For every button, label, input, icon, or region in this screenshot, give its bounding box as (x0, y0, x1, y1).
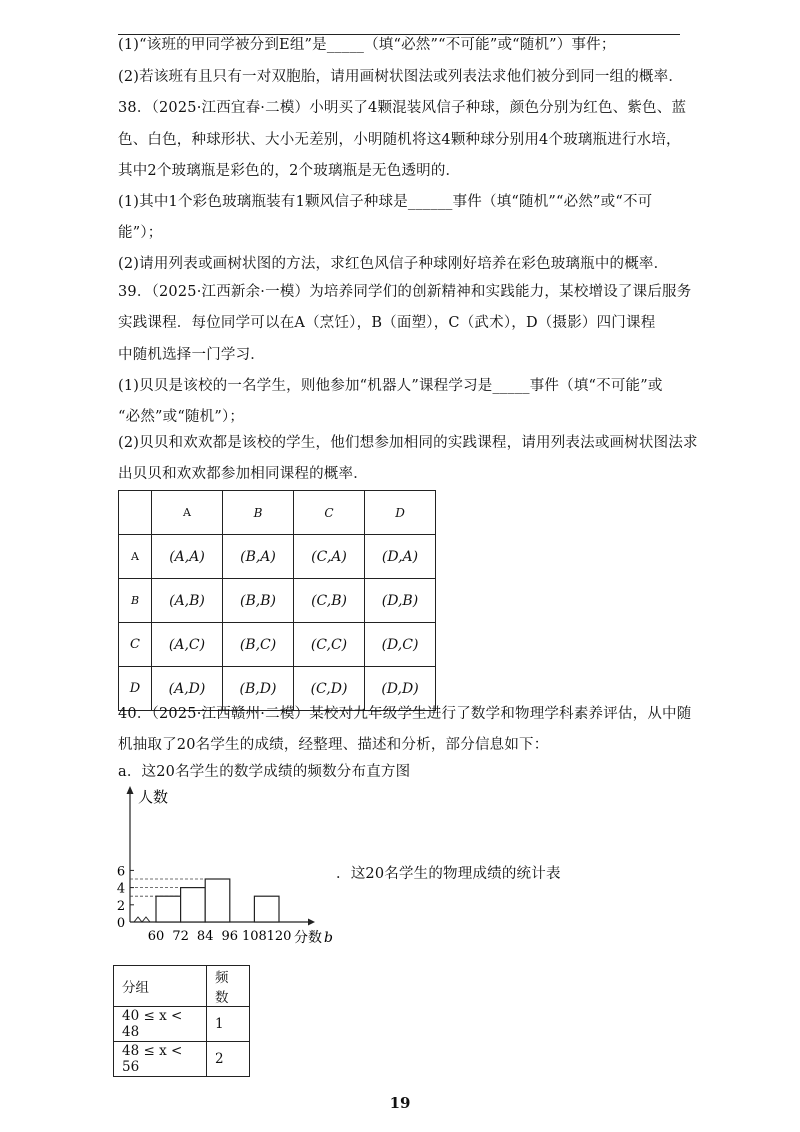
x-axis-label: 分数 (294, 930, 322, 946)
text-line: (2)贝贝和欢欢都是该校的学生，他们想参加相同的实践课程，请用列表法或画树状图法求 (118, 435, 698, 451)
text-line: 39．（2025·江西新余·一模）为培养同学们的创新精神和实践能力，某校增设了课后服务 (118, 284, 692, 300)
table-cell: 48 ≤ x < 56 (114, 1042, 207, 1077)
table-cell: (C,C) (294, 623, 365, 667)
table-row-label: B (119, 579, 152, 623)
table-cell: 2 (207, 1042, 250, 1077)
text-line: 能”）； (118, 225, 163, 241)
histogram-bar (205, 879, 230, 922)
table-header-cell: C (294, 491, 365, 535)
table-header-cell: 频数 (207, 966, 250, 1007)
text-line: 机抽取了20名学生的成绩，经整理、描述和分析，部分信息如下： (118, 737, 549, 753)
x-tick-label: 120 (266, 929, 292, 944)
x-tick-label: 60 (147, 929, 165, 944)
text-line: 40．（2025·江西赣州·二模）某校对九年级学生进行了数学和物理学科素养评估，从中随 (118, 706, 692, 722)
stat-table-caption: ．这20名学生的物理成绩的统计表 (336, 866, 561, 882)
text-line: (1)“该班的甲同学被分到E组”是_____（填“必然”“不可能”或“随机”）事件； (118, 37, 616, 53)
y-tick-label: 6 (116, 864, 126, 880)
table-row (119, 579, 436, 623)
table-header-cell: B (223, 491, 294, 535)
table-cell: (B,D) (223, 667, 294, 711)
table-cell: (D,A) (365, 535, 436, 579)
text-line: “必然”或“随机”）； (118, 409, 245, 425)
table-cell: (D,D) (365, 667, 436, 711)
histogram-bar (181, 888, 206, 922)
text-line: (2)若该班有且只有一对双胞胎，请用画树状图法或列表法求他们被分到同一组的概率． (118, 69, 684, 85)
y-axis-arrow (127, 786, 134, 794)
table-row (119, 535, 436, 579)
x-tick-label: 84 (196, 929, 214, 944)
table-cell: (A,C) (152, 623, 223, 667)
text-line: 出贝贝和欢欢都参加相同课程的概率． (118, 466, 368, 482)
x-axis-label-suffix: b (324, 930, 333, 946)
histogram-chart (108, 782, 348, 952)
table-row-label: A (119, 535, 152, 579)
table-header-row (114, 966, 250, 1007)
text-line: (2)请用列表或画树状图的方法，求红色风信子种球刚好培养在彩色玻璃瓶中的概率． (118, 256, 669, 272)
table-header-cell: 分组 (114, 966, 207, 1007)
table-cell: (C,A) (294, 535, 365, 579)
table-header-cell: D (365, 491, 436, 535)
x-tick-label: 96 (221, 929, 239, 944)
y-axis-label: 人数 (138, 788, 169, 806)
table-row (114, 1042, 250, 1077)
table-row (119, 623, 436, 667)
text-line: 38．（2025·江西宜春·二模）小明买了4颗混装风信子种球，颜色分别为红色、紫色、蓝 (118, 100, 687, 116)
table-header-cell: A (152, 491, 223, 535)
histogram-bar (254, 896, 279, 922)
table-header-row (119, 491, 436, 535)
table-cell: (C,B) (294, 579, 365, 623)
axis-break (134, 917, 150, 922)
table-row-label: D (119, 667, 152, 711)
text-line: 实践课程．每位同学可以在A（烹饪），B（面塑），C（武术），D（摄影）四门课程 (118, 315, 656, 331)
text-line: 色、白色，种球形状、大小无差别，小明随机将这4颗种球分别用4个玻璃瓶进行水培， (118, 132, 681, 148)
histogram-bar (156, 896, 181, 922)
table-cell: (C,D) (294, 667, 365, 711)
table-cell: (A,D) (152, 667, 223, 711)
table-row (114, 1007, 250, 1042)
page-number: 19 (389, 1094, 411, 1112)
x-tick-label: 108 (241, 929, 267, 944)
x-axis-arrow (308, 919, 315, 926)
text-line: 其中2个玻璃瓶是彩色的，2个玻璃瓶是无色透明的． (118, 163, 461, 179)
text-line: (1)贝贝是该校的一名学生，则他参加“机器人”课程学习是_____事件（填“不可能”或 (118, 378, 663, 394)
table-cell: 40 ≤ x < 48 (114, 1007, 207, 1042)
table-cell: (A,A) (152, 535, 223, 579)
y-tick-label: 4 (116, 881, 126, 897)
table-cell: (B,C) (223, 623, 294, 667)
physics-stat-table (113, 965, 250, 1077)
table-row-label: C (119, 623, 152, 667)
text-line: a．这20名学生的数学成绩的频数分布直方图 (118, 764, 411, 780)
table-cell: (D,C) (365, 623, 436, 667)
x-tick-label: 72 (172, 929, 189, 944)
y-tick-label: 0 (116, 916, 126, 931)
table-cell: (B,A) (223, 535, 294, 579)
table-cell (119, 491, 152, 535)
table-cell: 1 (207, 1007, 250, 1042)
y-tick-label: 2 (116, 898, 126, 914)
table-cell: (B,B) (223, 579, 294, 623)
table-cell: (D,B) (365, 579, 436, 623)
pair-table (118, 490, 436, 711)
text-line: (1)其中1个彩色玻璃瓶装有1颗风信子种球是______事件（填“随机”“必然”或“不可 (118, 194, 653, 210)
text-line: 中随机选择一门学习． (118, 347, 265, 363)
table-cell: (A,B) (152, 579, 223, 623)
